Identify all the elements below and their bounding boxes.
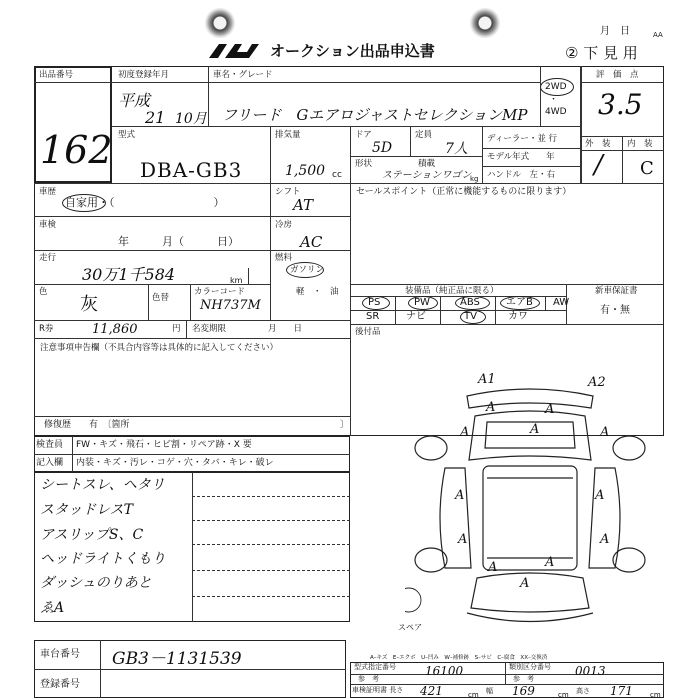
fuel-gasoline: ガソリン	[290, 265, 325, 275]
class-spec-label: 類別区分番号	[509, 663, 551, 671]
r-ken-label: R券	[39, 324, 54, 334]
shape-label: 形状	[355, 159, 373, 169]
reg-month-value: 10月	[175, 111, 207, 127]
page-title: オークション出品申込書	[270, 42, 435, 60]
equip-sr: SR	[366, 311, 380, 322]
punch-hole-left	[205, 8, 235, 38]
spare-label: スペア	[398, 623, 422, 632]
after-install-label: 後付品	[355, 327, 381, 337]
model-spec-label: 型式指定番号	[354, 663, 396, 671]
sales-point-label: セールスポイント（正常に機能するものに限ります）	[356, 187, 572, 197]
note-line-1: シートスレ、ヘタリ	[40, 477, 165, 493]
doors-label: ドア	[355, 130, 372, 140]
km-label: km	[230, 276, 243, 285]
yen-label: 円	[172, 324, 181, 334]
shift-label: シフト	[275, 187, 301, 197]
fuel-label: 燃料	[275, 253, 293, 263]
color-change-label: 色替	[152, 293, 170, 303]
shape-value: ステーションワゴン	[382, 170, 472, 181]
damage-legend: A–キズ E–エクボ U–凹み W–補修跡 S–サビ C–腐食 XX–交換済	[370, 655, 548, 661]
mileage-value: 30万1千584	[82, 265, 176, 284]
first-reg-label: 初度登録年月	[118, 70, 170, 80]
equipment-label: 装備品（純正品に限る）	[405, 286, 499, 296]
warranty-value: 有・無	[600, 305, 630, 316]
equip-navi: ナビ	[406, 311, 426, 322]
fuel-light: 軽 ・ 油	[296, 287, 339, 297]
nameplate-date: 月 日	[268, 324, 303, 334]
defect-mark-7: A	[600, 425, 610, 440]
color-value: 灰	[80, 294, 98, 315]
chassis-no-label: 車台番号	[40, 649, 80, 660]
model-spec-value: 16100	[425, 664, 464, 678]
punch-hole-right	[470, 8, 500, 38]
equip-tv: TV	[464, 311, 477, 322]
date-label: 月 日	[600, 26, 630, 37]
width-cm: cm	[558, 691, 569, 699]
ju-logo	[205, 40, 263, 62]
copy-label: ② 下 見 用	[565, 44, 638, 62]
defect-mark-5: A	[460, 425, 470, 440]
aircon-label: 冷房	[275, 220, 293, 230]
notes-label: 注意事項申告欄（不具合内容等は具体的に記入してください）	[40, 343, 279, 353]
model-year-label: モデル年式 年	[487, 152, 555, 162]
exterior-label: 外 装	[585, 139, 611, 149]
history-label: 車歴	[39, 187, 57, 197]
lot-number-value: 162	[40, 128, 113, 172]
model-spec-ref: 参 考	[358, 675, 379, 683]
shift-value: AT	[293, 196, 314, 214]
equip-aw: AW	[553, 297, 570, 308]
cc-label: cc	[332, 170, 342, 180]
capacity-value: 7人	[445, 141, 468, 157]
defect-mark-13: A	[520, 576, 530, 591]
inspector-label: 検査員	[36, 440, 64, 450]
interior-grade-value: C	[640, 158, 654, 179]
shaken-date: 年 月（ 日）	[118, 235, 239, 248]
width-value: 169	[512, 684, 535, 698]
defect-mark-1: A1	[478, 372, 496, 387]
length-value: 421	[420, 684, 443, 698]
class-spec-value: 0013	[575, 664, 606, 678]
rating-value: 3.5	[598, 88, 643, 121]
entry-col-label: 記入欄	[36, 458, 64, 468]
car-name-label: 車名・グレード	[213, 70, 273, 80]
car-damage-diagram	[405, 368, 655, 638]
drive-2wd: 2WD	[545, 82, 567, 92]
handle-label: ハンドル 左・右	[487, 170, 556, 180]
lot-number-label: 出品番号	[39, 70, 74, 80]
displacement-value: 1,500	[285, 163, 326, 179]
color-code-value: NH737M	[200, 298, 261, 313]
length-cm: cm	[468, 691, 479, 699]
defect-mark-3: A	[486, 400, 496, 415]
reg-no-label: 登録番号	[40, 679, 80, 690]
height-value: 171	[610, 684, 633, 698]
chassis-no-value: GB3－1131539	[112, 649, 242, 669]
capacity-label: 定員	[415, 130, 433, 140]
era-value: 平成	[118, 91, 151, 110]
repair-close: 〕	[340, 420, 350, 430]
equip-abs: ABS	[460, 297, 480, 308]
date-suffix: AA	[653, 31, 663, 39]
shaken-label: 車検	[39, 220, 57, 230]
reg-cert-label: 車検証明書 長さ	[352, 686, 404, 694]
note-line-6: ゑA	[40, 600, 65, 616]
entry-row: 内装・キズ・汚レ・コゲ・穴・タバ・キレ・破レ	[76, 458, 274, 468]
exterior-grade-value: /	[594, 150, 603, 180]
nameplate-label: 名変期限	[192, 324, 227, 334]
inspector-row: FW・キズ・飛石・ヒビ割・リペア跡・X 要	[76, 440, 252, 450]
equip-leather: カワ	[508, 311, 528, 322]
defect-mark-12: A	[488, 560, 498, 575]
kg-label: kg	[470, 175, 479, 183]
defect-mark-14: A	[545, 555, 555, 570]
note-line-2: スタッドレスT	[40, 502, 133, 518]
loading-label: 積載	[418, 159, 436, 169]
repair-history-label: 修復歴 有 〔箇所	[44, 420, 130, 430]
width-label: 幅	[486, 687, 493, 695]
note-line-4: ヘッドライトくもり	[40, 551, 166, 567]
equip-ps: PS	[368, 297, 381, 308]
doors-value: 5D	[372, 140, 393, 156]
defect-mark-2: A2	[588, 375, 606, 390]
defect-mark-6: A	[530, 422, 540, 437]
note-line-5: ダッシュのりあと	[40, 575, 152, 591]
class-spec-ref: 参 考	[513, 675, 534, 683]
aircon-value: AC	[300, 233, 323, 251]
equip-pw: PW	[414, 297, 430, 308]
r-ken-value: 11,860	[92, 322, 138, 337]
drive-4wd: 4WD	[545, 107, 567, 117]
defect-mark-4: A	[545, 402, 555, 417]
equip-airbag: エアB	[506, 297, 533, 308]
model-label: 型式	[118, 130, 136, 140]
drive-dot: ・	[549, 95, 559, 105]
rating-label: 評 価 点	[596, 70, 639, 80]
car-name-value: フリード GエアロジャストセレクションMP	[222, 106, 528, 124]
defect-mark-10: A	[458, 532, 468, 547]
note-line-3: アスリップS、C	[40, 527, 144, 543]
reg-year-value: 21	[145, 108, 166, 127]
color-label: 色	[39, 287, 48, 297]
defect-mark-9: A	[595, 488, 605, 503]
model-value: DBA-GB3	[140, 158, 243, 182]
height-label: 高さ	[576, 687, 590, 695]
color-code-label: カラーコード	[194, 287, 246, 297]
displacement-label: 排気量	[275, 130, 301, 140]
defect-mark-11: A	[600, 532, 610, 547]
warranty-label: 新車保証書	[595, 286, 638, 296]
history-options: 自家用・（ ）	[65, 196, 225, 209]
height-cm: cm	[650, 691, 661, 699]
dealer-label: ディーラー・並 行	[487, 134, 558, 144]
defect-mark-8: A	[455, 488, 465, 503]
interior-label: 内 装	[627, 139, 653, 149]
mileage-label: 走行	[39, 253, 57, 263]
